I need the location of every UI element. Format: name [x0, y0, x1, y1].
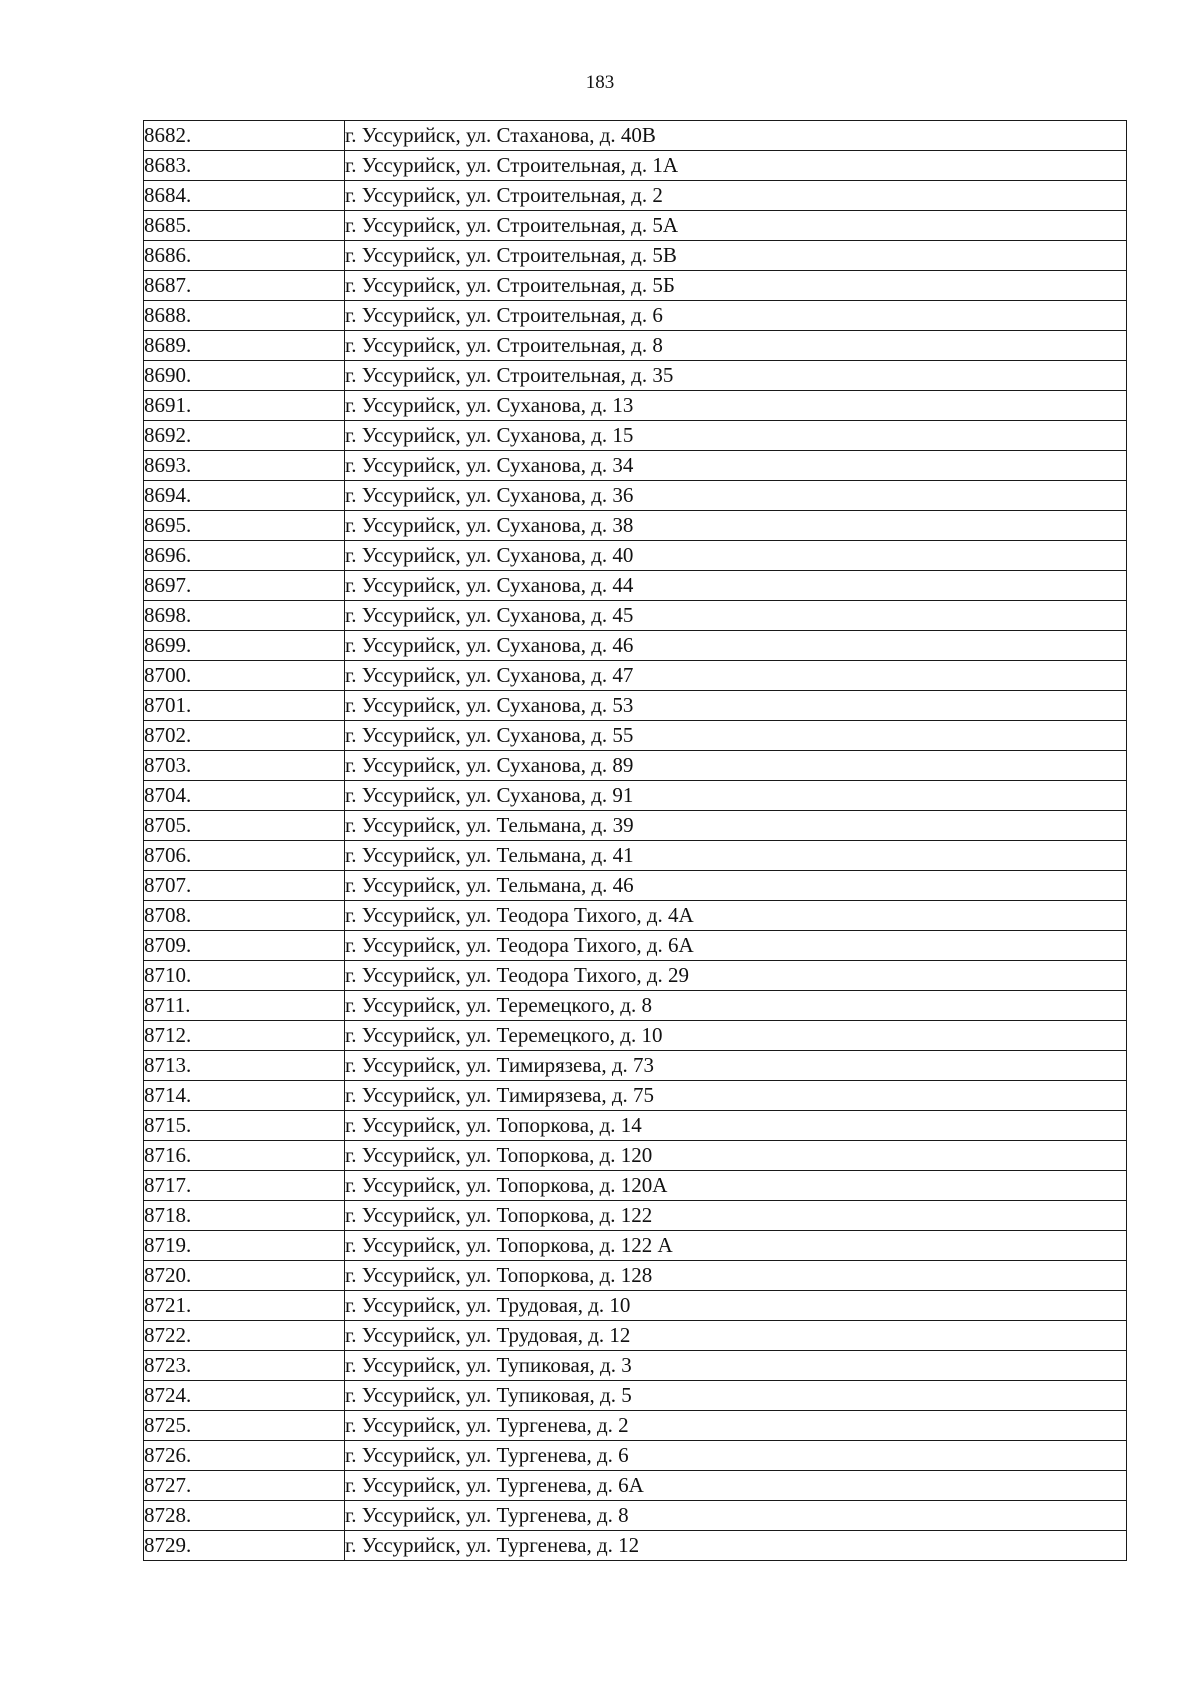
table-row	[144, 1171, 1127, 1201]
row-address: г. Уссурийск, ул. Суханова, д. 46	[345, 631, 1127, 661]
table-row	[144, 781, 1127, 811]
row-address: г. Уссурийск, ул. Трудовая, д. 12	[345, 1321, 1127, 1351]
table-row	[144, 961, 1127, 991]
table-row	[144, 661, 1127, 691]
table-row	[144, 1021, 1127, 1051]
table-row	[144, 1381, 1127, 1411]
row-address: г. Уссурийск, ул. Суханова, д. 55	[345, 721, 1127, 751]
row-number: 8714.	[144, 1081, 345, 1111]
row-address: г. Уссурийск, ул. Строительная, д. 5В	[345, 241, 1127, 271]
row-address: г. Уссурийск, ул. Тургенева, д. 6А	[345, 1471, 1127, 1501]
row-address: г. Уссурийск, ул. Тургенева, д. 12	[345, 1531, 1127, 1561]
table-row	[144, 721, 1127, 751]
row-number: 8728.	[144, 1501, 345, 1531]
row-number: 8712.	[144, 1021, 345, 1051]
row-address: г. Уссурийск, ул. Топоркова, д. 14	[345, 1111, 1127, 1141]
row-number: 8721.	[144, 1291, 345, 1321]
table-row	[144, 1321, 1127, 1351]
row-number: 8717.	[144, 1171, 345, 1201]
row-number: 8687.	[144, 271, 345, 301]
row-address: г. Уссурийск, ул. Суханова, д. 15	[345, 421, 1127, 451]
row-address: г. Уссурийск, ул. Тупиковая, д. 5	[345, 1381, 1127, 1411]
row-number: 8706.	[144, 841, 345, 871]
row-number: 8685.	[144, 211, 345, 241]
table-row	[144, 271, 1127, 301]
row-number: 8700.	[144, 661, 345, 691]
table-row	[144, 361, 1127, 391]
row-address: г. Уссурийск, ул. Топоркова, д. 122	[345, 1201, 1127, 1231]
row-address: г. Уссурийск, ул. Суханова, д. 13	[345, 391, 1127, 421]
row-address: г. Уссурийск, ул. Тельмана, д. 46	[345, 871, 1127, 901]
row-address: г. Уссурийск, ул. Строительная, д. 5А	[345, 211, 1127, 241]
row-address: г. Уссурийск, ул. Суханова, д. 44	[345, 571, 1127, 601]
row-number: 8702.	[144, 721, 345, 751]
row-number: 8699.	[144, 631, 345, 661]
row-number: 8726.	[144, 1441, 345, 1471]
row-address: г. Уссурийск, ул. Теодора Тихого, д. 4А	[345, 901, 1127, 931]
table-row	[144, 811, 1127, 841]
table-row	[144, 481, 1127, 511]
row-number: 8710.	[144, 961, 345, 991]
row-address: г. Уссурийск, ул. Тимирязева, д. 73	[345, 1051, 1127, 1081]
row-address: г. Уссурийск, ул. Суханова, д. 38	[345, 511, 1127, 541]
row-number: 8682.	[144, 121, 345, 151]
row-number: 8690.	[144, 361, 345, 391]
row-address: г. Уссурийск, ул. Суханова, д. 91	[345, 781, 1127, 811]
row-number: 8729.	[144, 1531, 345, 1561]
table-row	[144, 991, 1127, 1021]
row-number: 8683.	[144, 151, 345, 181]
row-address: г. Уссурийск, ул. Суханова, д. 40	[345, 541, 1127, 571]
table-row	[144, 1201, 1127, 1231]
table-row	[144, 931, 1127, 961]
row-number: 8708.	[144, 901, 345, 931]
table-row	[144, 391, 1127, 421]
row-address: г. Уссурийск, ул. Трудовая, д. 10	[345, 1291, 1127, 1321]
table-row	[144, 1501, 1127, 1531]
row-number: 8684.	[144, 181, 345, 211]
row-address: г. Уссурийск, ул. Тельмана, д. 39	[345, 811, 1127, 841]
row-address: г. Уссурийск, ул. Теодора Тихого, д. 6А	[345, 931, 1127, 961]
row-address: г. Уссурийск, ул. Суханова, д. 89	[345, 751, 1127, 781]
row-number: 8711.	[144, 991, 345, 1021]
row-number: 8723.	[144, 1351, 345, 1381]
row-number: 8694.	[144, 481, 345, 511]
row-number: 8718.	[144, 1201, 345, 1231]
row-number: 8686.	[144, 241, 345, 271]
row-number: 8691.	[144, 391, 345, 421]
row-address: г. Уссурийск, ул. Строительная, д. 6	[345, 301, 1127, 331]
row-address: г. Уссурийск, ул. Строительная, д. 8	[345, 331, 1127, 361]
table-row	[144, 1351, 1127, 1381]
row-address: г. Уссурийск, ул. Теремецкого, д. 10	[345, 1021, 1127, 1051]
row-number: 8698.	[144, 601, 345, 631]
table-row	[144, 1531, 1127, 1561]
table-row	[144, 181, 1127, 211]
row-number: 8695.	[144, 511, 345, 541]
table-row	[144, 1411, 1127, 1441]
row-address: г. Уссурийск, ул. Стаханова, д. 40В	[345, 121, 1127, 151]
table-row	[144, 1111, 1127, 1141]
table-row	[144, 151, 1127, 181]
table-row	[144, 571, 1127, 601]
table-row	[144, 871, 1127, 901]
row-number: 8713.	[144, 1051, 345, 1081]
row-number: 8725.	[144, 1411, 345, 1441]
row-address: г. Уссурийск, ул. Тимирязева, д. 75	[345, 1081, 1127, 1111]
row-number: 8719.	[144, 1231, 345, 1261]
table-row	[144, 1441, 1127, 1471]
row-number: 8693.	[144, 451, 345, 481]
row-number: 8724.	[144, 1381, 345, 1411]
table-row	[144, 631, 1127, 661]
table-row	[144, 541, 1127, 571]
row-number: 8720.	[144, 1261, 345, 1291]
table-row	[144, 421, 1127, 451]
table-row	[144, 1051, 1127, 1081]
row-number: 8716.	[144, 1141, 345, 1171]
table-row	[144, 451, 1127, 481]
row-address: г. Уссурийск, ул. Суханова, д. 36	[345, 481, 1127, 511]
table-row	[144, 301, 1127, 331]
row-address: г. Уссурийск, ул. Строительная, д. 1А	[345, 151, 1127, 181]
address-table-body	[144, 121, 1127, 1561]
row-number: 8709.	[144, 931, 345, 961]
table-row	[144, 601, 1127, 631]
row-number: 8696.	[144, 541, 345, 571]
row-address: г. Уссурийск, ул. Топоркова, д. 120А	[345, 1171, 1127, 1201]
row-number: 8715.	[144, 1111, 345, 1141]
table-row	[144, 331, 1127, 361]
row-number: 8704.	[144, 781, 345, 811]
row-address: г. Уссурийск, ул. Строительная, д. 35	[345, 361, 1127, 391]
table-row	[144, 901, 1127, 931]
row-number: 8701.	[144, 691, 345, 721]
row-number: 8727.	[144, 1471, 345, 1501]
row-address: г. Уссурийск, ул. Тургенева, д. 8	[345, 1501, 1127, 1531]
row-number: 8689.	[144, 331, 345, 361]
row-address: г. Уссурийск, ул. Топоркова, д. 122 А	[345, 1231, 1127, 1261]
row-number: 8703.	[144, 751, 345, 781]
table-row	[144, 241, 1127, 271]
table-row	[144, 511, 1127, 541]
row-address: г. Уссурийск, ул. Топоркова, д. 128	[345, 1261, 1127, 1291]
row-number: 8707.	[144, 871, 345, 901]
page-number: 183	[585, 72, 615, 93]
row-address: г. Уссурийск, ул. Тургенева, д. 6	[345, 1441, 1127, 1471]
row-number: 8692.	[144, 421, 345, 451]
row-address: г. Уссурийск, ул. Теодора Тихого, д. 29	[345, 961, 1127, 991]
table-row	[144, 1141, 1127, 1171]
table-row	[144, 1291, 1127, 1321]
table-row	[144, 691, 1127, 721]
table-row	[144, 121, 1127, 151]
row-address: г. Уссурийск, ул. Топоркова, д. 120	[345, 1141, 1127, 1171]
row-address: г. Уссурийск, ул. Тупиковая, д. 3	[345, 1351, 1127, 1381]
table-row	[144, 211, 1127, 241]
row-address: г. Уссурийск, ул. Суханова, д. 47	[345, 661, 1127, 691]
row-address: г. Уссурийск, ул. Суханова, д. 45	[345, 601, 1127, 631]
row-address: г. Уссурийск, ул. Тельмана, д. 41	[345, 841, 1127, 871]
table-row	[144, 1261, 1127, 1291]
table-row	[144, 841, 1127, 871]
table-row	[144, 751, 1127, 781]
table-row	[144, 1231, 1127, 1261]
row-number: 8697.	[144, 571, 345, 601]
table-row	[144, 1081, 1127, 1111]
row-number: 8688.	[144, 301, 345, 331]
row-address: г. Уссурийск, ул. Суханова, д. 53	[345, 691, 1127, 721]
row-address: г. Уссурийск, ул. Суханова, д. 34	[345, 451, 1127, 481]
address-table	[143, 120, 1127, 1561]
row-number: 8705.	[144, 811, 345, 841]
table-row	[144, 1471, 1127, 1501]
row-address: г. Уссурийск, ул. Строительная, д. 5Б	[345, 271, 1127, 301]
row-number: 8722.	[144, 1321, 345, 1351]
row-address: г. Уссурийск, ул. Теремецкого, д. 8	[345, 991, 1127, 1021]
row-address: г. Уссурийск, ул. Строительная, д. 2	[345, 181, 1127, 211]
row-address: г. Уссурийск, ул. Тургенева, д. 2	[345, 1411, 1127, 1441]
